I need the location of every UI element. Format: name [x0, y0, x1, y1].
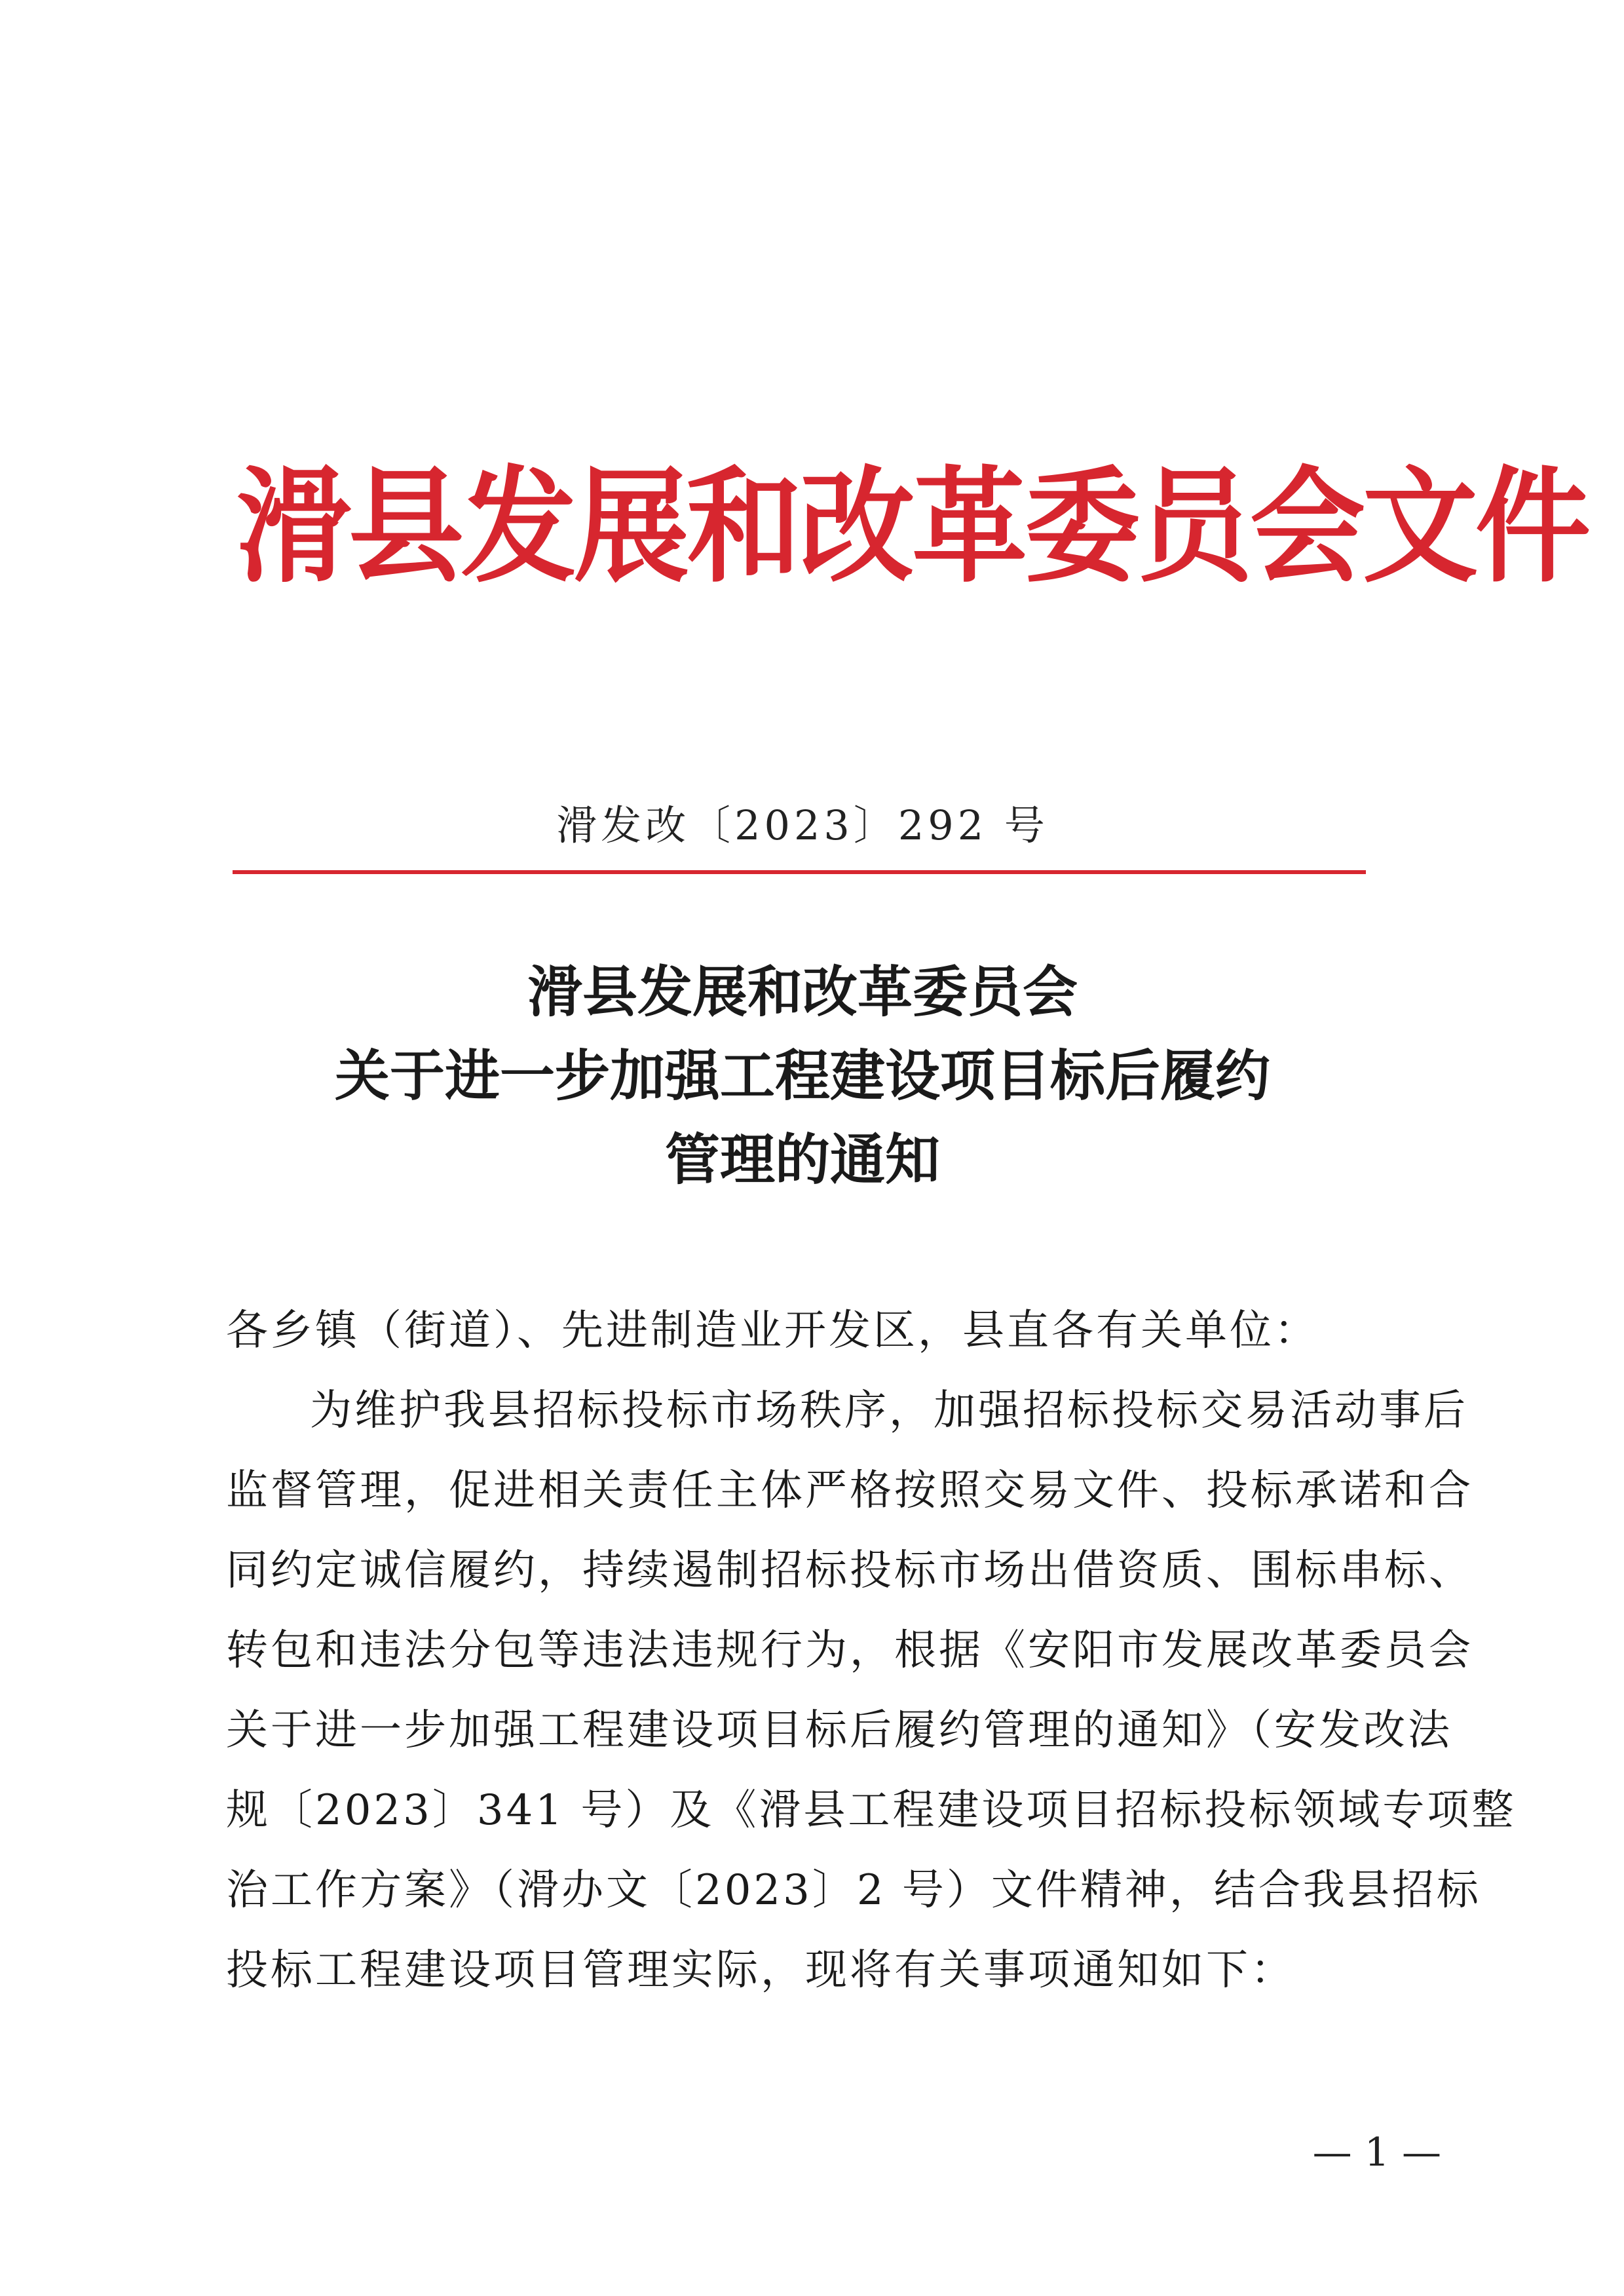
- title-line-2: 关于进一步加强工程建设项目标后履约: [334, 1044, 1270, 1108]
- red-header-title: 滑县发展和改革委员会文件: [236, 454, 1589, 600]
- title-line-3: 管理的通知: [664, 1128, 940, 1192]
- title-line-1: 滑县发展和改革委员会: [527, 960, 1078, 1024]
- paragraph-line: 治工作方案》（滑办文〔2023〕2 号）文件精神，结合我县招标: [226, 1866, 1481, 1915]
- red-divider-line: [233, 870, 1366, 874]
- paragraph-line: 同约定诚信履约，持续遏制招标投标市场出借资质、围标串标、: [226, 1546, 1473, 1595]
- page-number: — 1 —: [1312, 2130, 1441, 2175]
- salutation: 各乡镇（街道）、先进制造业开发区，县直各有关单位：: [226, 1307, 1319, 1355]
- paragraph-line: 投标工程建设项目管理实际，现将有关事项通知如下：: [226, 1946, 1295, 1995]
- notice-body: [226, 1291, 1517, 2010]
- document-number: 滑发改〔2023〕292 号: [556, 801, 1049, 849]
- paragraph-line: 为维护我县招标投标市场秩序，加强招标投标交易活动事后: [310, 1387, 1468, 1435]
- paragraph-line: 转包和违法分包等违法违规行为，根据《安阳市发展改革委员会: [226, 1626, 1473, 1675]
- paragraph-line: 规〔2023〕341 号）及《滑县工程建设项目招标投标领域专项整: [226, 1786, 1517, 1835]
- paragraph-line: 监督管理，促进相关责任主体严格按照交易文件、投标承诺和合: [226, 1466, 1473, 1515]
- notice-title: [233, 950, 1372, 1202]
- paragraph-line: 关于进一步加强工程建设项目标后履约管理的通知》（安发改法: [226, 1706, 1452, 1755]
